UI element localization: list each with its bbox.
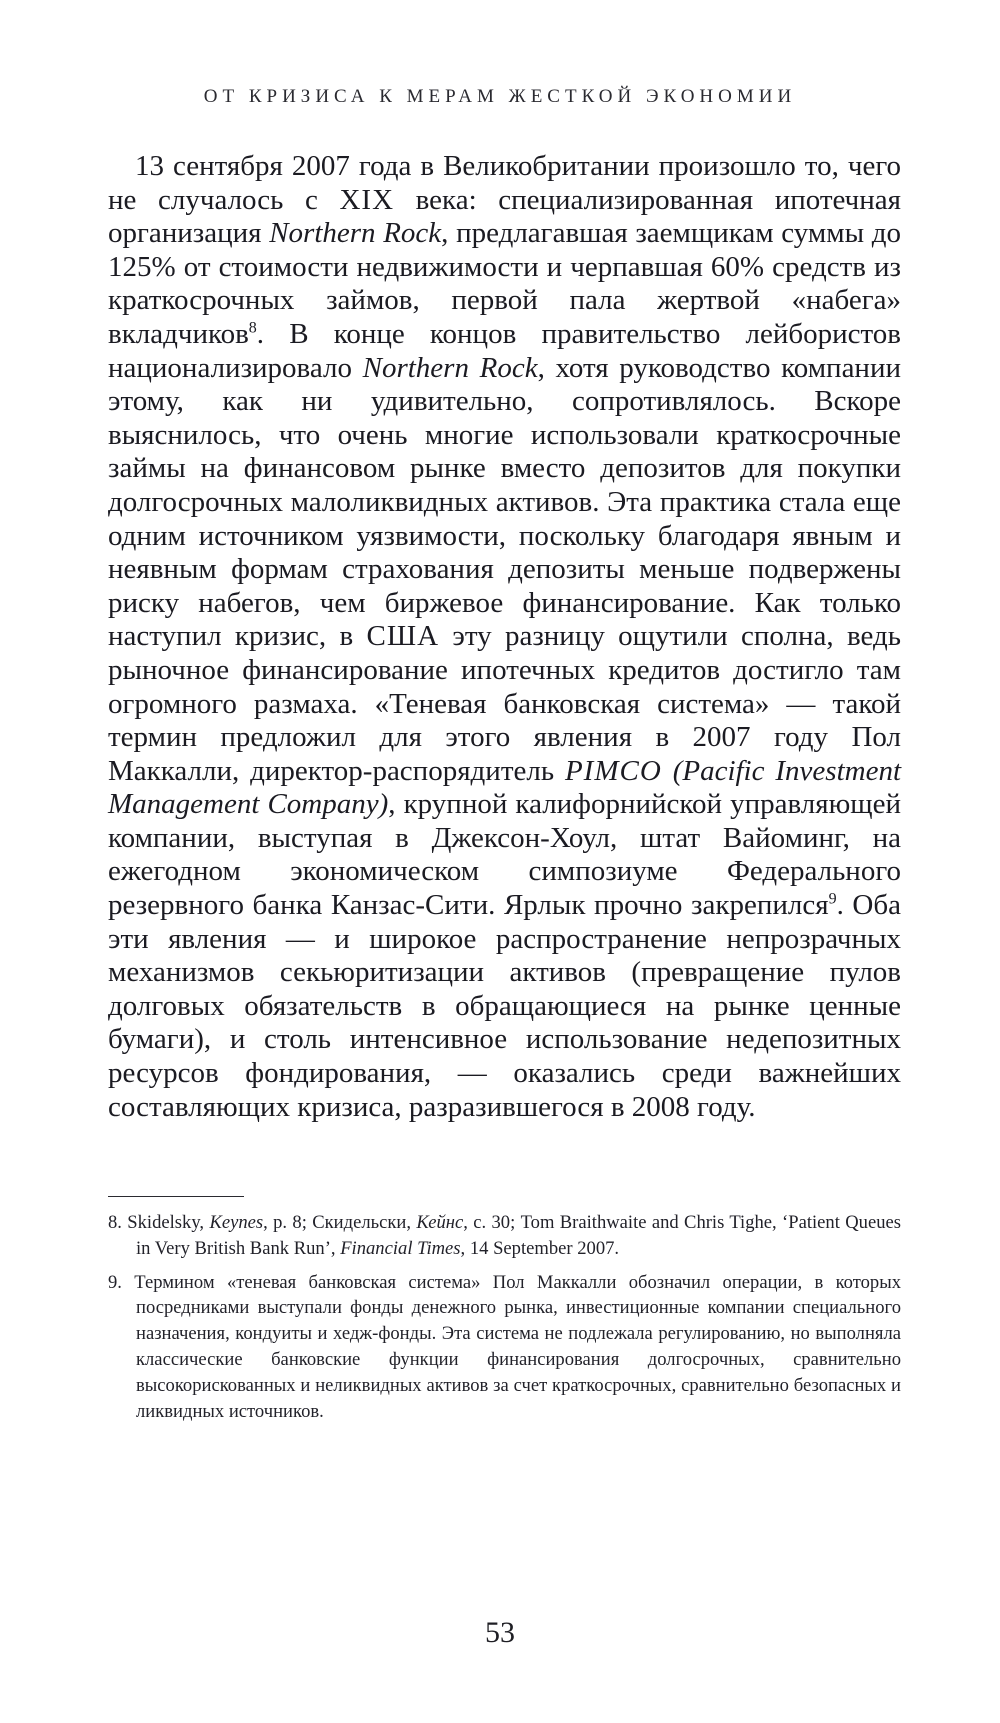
newspaper-title: Financial Times [340, 1237, 461, 1259]
text-run: . Оба эти явления — и широкое распространение непрозрачных механизмов секьюритизации активов (превращение пулов долговых обязательств в обращающиеся на рынке ценные бумаги), и столь интенсивное использование недепозитных ресурсов фондирования, — оказались среди важнейших составляющих кризиса, разразившегося в 2008 году. [108, 889, 901, 1123]
company-name: Northern Rock [269, 217, 442, 250]
note-text: , p. 8; Скидельски, [263, 1212, 417, 1233]
page-number: 53 [485, 1616, 515, 1649]
company-abbr: PIMCO [564, 754, 662, 787]
body-paragraph [108, 150, 901, 1124]
footnote-rule [108, 1196, 244, 1197]
note-text: , 14 September 2007. [460, 1237, 620, 1259]
text-run: 13 сентября 2007 года в Великобритании произошло то, чего не случалось с [108, 150, 901, 216]
running-head: ОТ КРИЗИСА К МЕРАМ ЖЕСТКОЙ ЭКОНОМИИ [203, 86, 797, 107]
text-run: века: специализированная ипотечная организация [108, 183, 901, 250]
book-title: Кейнс [416, 1212, 464, 1233]
book-title: Keynes [209, 1212, 264, 1233]
text-run: , хотя руководство компании этому, как ни удивительно, сопротивлялось. Вскоре выяснилось, что очень многие использовали краткосрочные займы на финансовом рынке вместо депозитов для покупки долгосрочных малоликвидных активов. Эта практика стала еще одним источником уязвимости, поскольку благодаря явным и неявным формам страхования депозиты меньше подвержены риску набегов, чем биржевое финансирование. Как только наступил кризис, в [108, 351, 901, 653]
text-run: . В конце концов правительство лейбористов национализировало [108, 317, 901, 384]
country-abbr: США [366, 620, 440, 653]
footnote-ref-8[interactable]: 8 [248, 319, 257, 337]
text-run: эту разницу ощутили сполна, ведь рыночное финансирование ипотечных кредитов достигло там огромного размаха. «Теневая банковская система» — такой термин предложил для этого явления в 2007 году Пол Маккалли, директор-распорядитель [108, 620, 901, 787]
company-full-name: (Pacific Investment Management Company) [108, 754, 902, 821]
note-text: , с. 30; Tom Braithwaite and Chris Tighe, ‘Patient Queues in Very British Bank Run’, [136, 1212, 901, 1259]
footnote-9: 9. Термином «теневая банковская система» Пол Маккалли обозначил операции, в которых посредниками выступали фонды денежного рынка, инвестиционные компании специального назначения, кондуиты и хедж-фонды. Эта система не подлежала регулированию, но выполняла классические банковские функции финансирования долгосрочных, сравнительно высокорискованных и неликвидных активов за счет краткосрочных, сравнительно безопасных и ликвидных источников. [108, 1271, 901, 1422]
footnote-ref-9[interactable]: 9 [828, 890, 837, 908]
text-run: , предлагавшая заемщикам суммы до 125% от стоимости недвижимости и черпавшая 60% средств из краткосрочных займов, первой пала жертвой «набега» вкладчиков [108, 217, 901, 350]
text-run: , крупной калифорнийской управляющей компании, выступая в Джексон-Хоул, штат Вайоминг, на ежегодном экономическом симпозиуме Федерального резервного банка Канзас-Сити. Ярлык прочно закрепился [108, 788, 901, 922]
note-text: 8. Skidelsky, [108, 1212, 210, 1233]
company-name: Northern Rock [362, 351, 538, 384]
roman-numeral: XIX [339, 183, 395, 216]
footnotes [108, 1210, 901, 1432]
footnote-8 [108, 1210, 901, 1262]
